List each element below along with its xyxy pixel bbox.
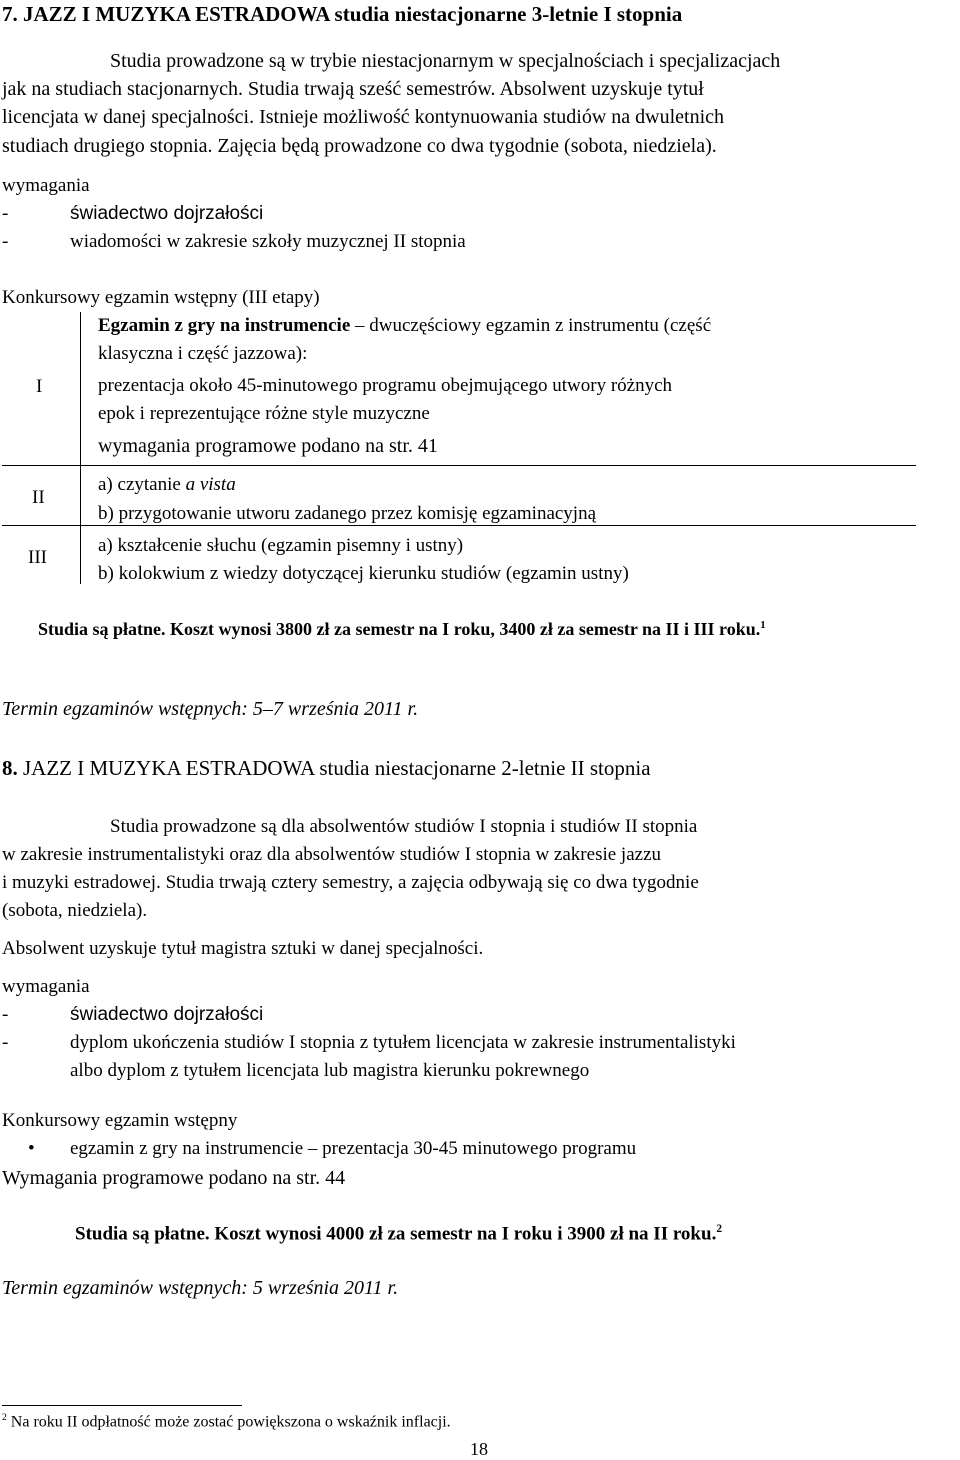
req-dash: -	[2, 231, 9, 252]
page-number: 18	[470, 1439, 488, 1459]
section8-fee	[75, 1223, 722, 1245]
stage-1-desc-1: – dwuczęściowy egzamin z instrumentu (część	[350, 315, 712, 336]
table-divider-row-1	[2, 465, 916, 466]
stage-2-item-a	[98, 474, 236, 496]
footnote-text: Na roku II odpłatność może zostać powiększona o wskaźnik inflacji.	[10, 1413, 451, 1431]
table-divider-row-2	[2, 525, 916, 526]
req-dash: -	[2, 1032, 9, 1053]
section8-requirement-1: świadectwo dojrzałości	[70, 1004, 264, 1025]
section8-requirement-2: dyplom ukończenia studiów I stopnia z tytułem licencjata w zakresie instrumentalistyki	[70, 1032, 736, 1053]
stage-1-desc-2: klasyczna i część jazzowa):	[98, 343, 308, 364]
section8-intro-line-3: i muzyki estradowej. Studia trwają cztery semestry, a zajęcia odbywają się co dwa tygodnie	[2, 872, 699, 893]
section8-requirement-3: albo dyplom z tytułem licencjata lub magistra kierunku pokrewnego	[70, 1060, 590, 1081]
footnote-ref-1: 1	[760, 619, 766, 631]
footnote-separator	[2, 1405, 242, 1406]
section8-intro-line-4: (sobota, niedziela).	[2, 900, 148, 921]
section7-fee-label: Studia są płatne.	[38, 619, 166, 639]
stage-3-item-b: b) kolokwium z wiedzy dotyczącej kierunku studiów (egzamin ustny)	[98, 563, 629, 584]
stage-3-item-a: a) kształcenie słuchu (egzamin pisemny i ustny)	[98, 535, 464, 556]
section7-fee-text: Koszt wynosi 3800 zł za semestr na I roku, 3400 zł za semestr na II i III roku.	[165, 619, 761, 639]
section7-intro-line-4: studiach drugiego stopnia. Zajęcia będą prowadzone co dwa tygodnie (sobota, niedziela).	[2, 135, 717, 157]
section7-requirements-title: wymagania	[2, 175, 90, 196]
req-dash: -	[2, 203, 9, 224]
section7-requirement-1: świadectwo dojrzałości	[70, 203, 264, 224]
stage-3-number: III	[28, 547, 47, 568]
section7-intro-line-1: Studia prowadzone są w trybie niestacjonarnym w specjalnościach i specjalizacjach	[110, 50, 781, 72]
req-dash: -	[2, 1004, 9, 1025]
stage-1-line-1	[98, 315, 711, 337]
section8-requirements-title: wymagania	[2, 976, 90, 997]
section7-exam-term: Termin egzaminów wstępnych: 5–7 września 2011 r.	[2, 698, 419, 720]
section8-intro-line-1: Studia prowadzone są dla absolwentów studiów I stopnia i studiów II stopnia	[110, 816, 698, 837]
stage-1-desc-4: epok i reprezentujące różne style muzyczne	[98, 403, 430, 424]
footnote-mark: 2	[2, 1412, 7, 1423]
section7-requirement-2: wiadomości w zakresie szkoły muzycznej II stopnia	[70, 231, 466, 252]
section7-heading: 7. JAZZ I MUZYKA ESTRADOWA studia niestacjonarne 3-letnie I stopnia	[2, 2, 683, 26]
section8-exam-title: Konkursowy egzamin wstępny	[2, 1110, 238, 1131]
section7-fee	[38, 619, 766, 640]
footnote-ref-2: 2	[716, 1223, 723, 1235]
stage-1-number: I	[36, 376, 43, 397]
footnote	[2, 1412, 451, 1431]
bullet-icon: •	[28, 1138, 35, 1159]
section8-heading-text: JAZZ I MUZYKA ESTRADOWA studia niestacjonarne 2-letnie II stopnia	[23, 756, 651, 780]
section7-intro-line-3: licencjata w danej specjalności. Istnieje możliwość kontynuowania studiów na dwuletnich	[2, 106, 725, 128]
section8-fee-label: Studia są płatne.	[75, 1223, 210, 1245]
section8-heading-number: 8.	[2, 756, 18, 780]
section8-fee-text: Koszt wynosi 4000 zł za semestr na I roku i 3900 zł na II roku.	[209, 1223, 717, 1245]
section7-exam-title: Konkursowy egzamin wstępny (III etapy)	[2, 287, 320, 308]
table-divider-vertical	[80, 312, 81, 584]
section8-heading	[2, 756, 651, 781]
section8-program-ref: Wymagania programowe podano na str. 44	[2, 1167, 346, 1189]
stage-1-desc-3: prezentacja około 45-minutowego programu obejmującego utwory różnych	[98, 375, 673, 396]
stage-2-number: II	[32, 487, 45, 508]
stage-1-desc-5: wymagania programowe podano na str. 41	[98, 435, 438, 457]
section8-exam-item: egzamin z gry na instrumencie – prezentacja 30-45 minutowego programu	[70, 1138, 637, 1159]
stage-2-item-b: b) przygotowanie utworu zadanego przez komisję egzaminacyjną	[98, 503, 597, 524]
stage-1-title: Egzamin z gry na instrumencie	[98, 315, 351, 336]
stage-2-item-a-prefix: a) czytanie	[98, 474, 186, 495]
section8-exam-term: Termin egzaminów wstępnych: 5 września 2011 r.	[2, 1277, 399, 1299]
section8-degree: Absolwent uzyskuje tytuł magistra sztuki w danej specjalności.	[2, 938, 484, 959]
stage-2-item-a-italic: a vista	[185, 474, 236, 495]
section7-intro-line-2: jak na studiach stacjonarnych. Studia trwają sześć semestrów. Absolwent uzyskuje tytuł	[2, 78, 704, 100]
section8-intro-line-2: w zakresie instrumentalistyki oraz dla absolwentów studiów I stopnia w zakresie jazzu	[2, 844, 661, 865]
